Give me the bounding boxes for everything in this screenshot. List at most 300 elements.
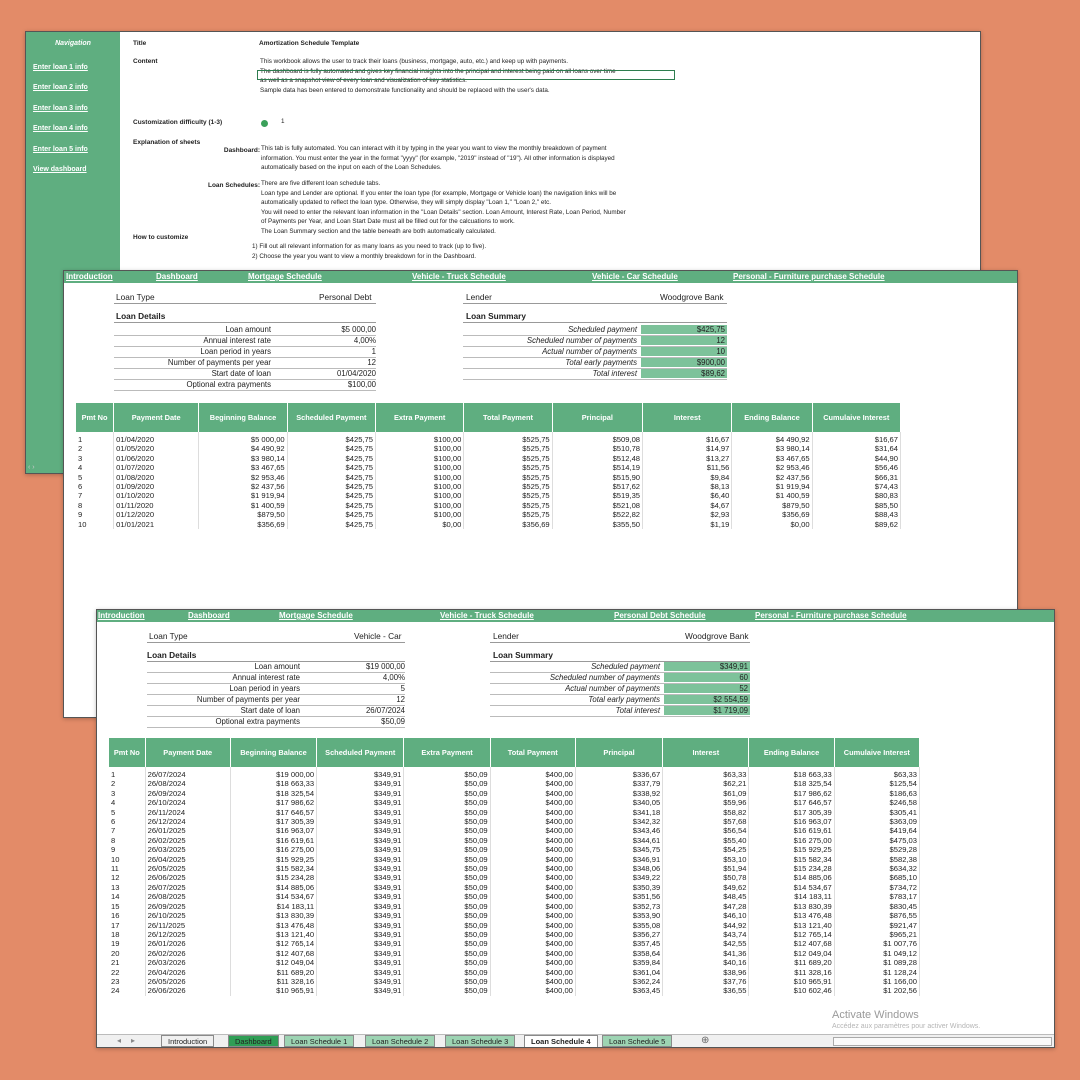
field-value[interactable]: 12 xyxy=(396,695,405,704)
table-cell[interactable]: $37,76 xyxy=(663,977,749,986)
table-cell[interactable]: $345,75 xyxy=(575,845,662,854)
table-cell[interactable]: 01/01/2021 xyxy=(114,520,199,529)
table-cell[interactable]: $1 919,94 xyxy=(199,491,287,500)
table-cell[interactable]: $400,00 xyxy=(490,855,575,864)
table-cell[interactable]: $400,00 xyxy=(490,949,575,958)
table-cell[interactable]: $1 400,59 xyxy=(732,491,812,500)
table-cell[interactable]: $13 121,40 xyxy=(230,930,316,939)
table-cell[interactable]: $13,27 xyxy=(643,454,732,463)
table-cell[interactable]: 26/05/2025 xyxy=(145,864,230,873)
table-cell[interactable]: $50,09 xyxy=(404,902,490,911)
table-cell[interactable]: $1 007,76 xyxy=(834,939,919,948)
table-cell[interactable]: $50,09 xyxy=(404,977,490,986)
table-cell[interactable]: $5 000,00 xyxy=(199,432,287,444)
table-cell[interactable]: $50,09 xyxy=(404,958,490,967)
table-cell[interactable]: 26/07/2024 xyxy=(145,767,230,779)
scroll-arrows-icon[interactable]: ‹ › xyxy=(28,464,35,471)
table-cell[interactable]: $400,00 xyxy=(490,808,575,817)
table-cell[interactable]: $351,56 xyxy=(575,892,662,901)
table-cell[interactable]: $879,50 xyxy=(732,501,812,510)
table-cell[interactable]: $16 619,61 xyxy=(230,836,316,845)
sheet-tab-introduction[interactable]: Introduction xyxy=(161,1035,214,1047)
table-cell[interactable]: 26/06/2026 xyxy=(145,986,230,995)
table-cell[interactable]: $38,96 xyxy=(663,968,749,977)
table-cell[interactable]: $57,68 xyxy=(663,817,749,826)
table-cell[interactable]: $11 689,20 xyxy=(230,968,316,977)
table-cell[interactable]: $2 437,56 xyxy=(199,482,287,491)
table-cell[interactable]: $400,00 xyxy=(490,921,575,930)
table-cell[interactable]: 26/06/2025 xyxy=(145,873,230,882)
table-cell[interactable]: $15 929,25 xyxy=(230,855,316,864)
table-cell[interactable]: 26/09/2025 xyxy=(145,902,230,911)
table-cell[interactable]: $17 646,57 xyxy=(749,798,834,807)
table-cell[interactable]: $3 467,65 xyxy=(199,463,287,472)
table-cell[interactable]: $349,91 xyxy=(317,779,404,788)
table-cell[interactable]: $50,09 xyxy=(404,939,490,948)
table-cell[interactable]: $361,04 xyxy=(575,968,662,977)
table-cell[interactable]: $400,00 xyxy=(490,817,575,826)
table-cell[interactable]: $63,33 xyxy=(663,767,749,779)
table-cell[interactable]: $0,00 xyxy=(376,520,464,529)
table-cell[interactable]: $56,54 xyxy=(663,826,749,835)
table-cell[interactable]: $10 602,46 xyxy=(749,986,834,995)
table-cell[interactable]: $525,75 xyxy=(464,454,552,463)
table-cell[interactable]: $336,67 xyxy=(575,767,662,779)
table-cell[interactable]: $356,69 xyxy=(732,510,812,519)
table-cell[interactable]: $340,05 xyxy=(575,798,662,807)
nav-link-personal-debt[interactable]: Personal Debt Schedule xyxy=(614,611,706,620)
table-cell[interactable]: 26/02/2025 xyxy=(145,836,230,845)
table-cell[interactable]: $13 830,39 xyxy=(749,902,834,911)
table-cell[interactable]: 01/12/2020 xyxy=(114,510,199,519)
table-cell[interactable]: $100,00 xyxy=(376,463,464,472)
table-cell[interactable]: $349,91 xyxy=(317,939,404,948)
field-value[interactable]: 5 xyxy=(400,684,405,693)
table-cell[interactable]: 26/12/2024 xyxy=(145,817,230,826)
table-cell[interactable]: $15 929,25 xyxy=(749,845,834,854)
table-cell[interactable]: $50,09 xyxy=(404,883,490,892)
table-cell[interactable]: 6 xyxy=(109,817,145,826)
table-cell[interactable]: $305,41 xyxy=(834,808,919,817)
table-cell[interactable]: $11 689,20 xyxy=(749,958,834,967)
table-cell[interactable]: 14 xyxy=(109,892,145,901)
table-cell[interactable]: $2 953,46 xyxy=(199,473,287,482)
table-cell[interactable]: 01/08/2020 xyxy=(114,473,199,482)
table-cell[interactable]: $400,00 xyxy=(490,798,575,807)
table-cell[interactable]: 26/08/2024 xyxy=(145,779,230,788)
table-cell[interactable]: $1 166,00 xyxy=(834,977,919,986)
table-cell[interactable]: $85,50 xyxy=(812,501,900,510)
table-cell[interactable]: $685,10 xyxy=(834,873,919,882)
nav-link-introduction[interactable]: Introduction xyxy=(98,611,145,620)
table-cell[interactable]: 26/09/2024 xyxy=(145,789,230,798)
table-cell[interactable]: $50,09 xyxy=(404,855,490,864)
table-cell[interactable]: 20 xyxy=(109,949,145,958)
table-cell[interactable]: 26/01/2026 xyxy=(145,939,230,948)
table-cell[interactable]: $362,24 xyxy=(575,977,662,986)
table-cell[interactable]: $50,09 xyxy=(404,930,490,939)
table-cell[interactable]: $400,00 xyxy=(490,911,575,920)
table-cell[interactable]: 13 xyxy=(109,883,145,892)
sheet-tab-dashboard[interactable]: Dashboard xyxy=(228,1035,279,1047)
table-cell[interactable]: $400,00 xyxy=(490,767,575,779)
table-cell[interactable]: $830,45 xyxy=(834,902,919,911)
table-cell[interactable]: $337,79 xyxy=(575,779,662,788)
table-cell[interactable]: $349,91 xyxy=(317,892,404,901)
table-cell[interactable]: $425,75 xyxy=(287,520,375,529)
table-cell[interactable]: $349,91 xyxy=(317,883,404,892)
nav-link-3[interactable]: Enter loan 3 info xyxy=(33,104,88,112)
table-cell[interactable]: $16,67 xyxy=(812,432,900,444)
table-cell[interactable]: 01/05/2020 xyxy=(114,444,199,453)
table-cell[interactable]: $54,25 xyxy=(663,845,749,854)
nav-link-dashboard[interactable]: Dashboard xyxy=(156,272,198,281)
nav-link-furniture[interactable]: Personal - Furniture purchase Schedule xyxy=(755,611,907,620)
table-cell[interactable]: $517,62 xyxy=(552,482,642,491)
table-cell[interactable]: $475,03 xyxy=(834,836,919,845)
selected-cell-outline[interactable] xyxy=(257,70,675,80)
table-cell[interactable]: $921,47 xyxy=(834,921,919,930)
table-cell[interactable]: $3 980,14 xyxy=(732,444,812,453)
table-cell[interactable]: $58,82 xyxy=(663,808,749,817)
table-cell[interactable]: 4 xyxy=(109,798,145,807)
table-cell[interactable]: $349,91 xyxy=(317,767,404,779)
table-cell[interactable]: $12 407,68 xyxy=(230,949,316,958)
field-value[interactable]: 1 xyxy=(371,347,376,356)
table-cell[interactable]: $4 490,92 xyxy=(199,444,287,453)
table-cell[interactable]: $349,91 xyxy=(317,845,404,854)
table-cell[interactable]: $349,22 xyxy=(575,873,662,882)
table-cell[interactable]: $17 986,62 xyxy=(749,789,834,798)
table-cell[interactable]: $50,09 xyxy=(404,968,490,977)
table-cell[interactable]: $352,73 xyxy=(575,902,662,911)
table-cell[interactable]: $419,64 xyxy=(834,826,919,835)
table-cell[interactable]: $512,48 xyxy=(552,454,642,463)
nav-link-furniture[interactable]: Personal - Furniture purchase Schedule xyxy=(733,272,885,281)
table-cell[interactable]: $425,75 xyxy=(287,444,375,453)
table-cell[interactable]: $400,00 xyxy=(490,883,575,892)
table-cell[interactable]: $40,16 xyxy=(663,958,749,967)
table-cell[interactable]: $510,78 xyxy=(552,444,642,453)
table-cell[interactable]: $42,55 xyxy=(663,939,749,948)
table-cell[interactable]: 01/04/2020 xyxy=(114,432,199,444)
table-cell[interactable]: $100,00 xyxy=(376,501,464,510)
table-cell[interactable]: $349,91 xyxy=(317,798,404,807)
sheet-tab-loan-schedule-3[interactable]: Loan Schedule 3 xyxy=(445,1035,515,1047)
table-cell[interactable]: 01/07/2020 xyxy=(114,463,199,472)
table-cell[interactable]: $50,09 xyxy=(404,767,490,779)
table-cell[interactable]: $363,09 xyxy=(834,817,919,826)
nav-link-vehicle-truck[interactable]: Vehicle - Truck Schedule xyxy=(412,272,506,281)
table-cell[interactable]: $53,10 xyxy=(663,855,749,864)
table-cell[interactable]: $17 646,57 xyxy=(230,808,316,817)
nav-link-4[interactable]: Enter loan 4 info xyxy=(33,125,88,133)
plus-circle-icon[interactable]: ⊕ xyxy=(701,1035,710,1046)
table-cell[interactable]: $349,91 xyxy=(317,902,404,911)
table-cell[interactable]: $12 765,14 xyxy=(749,930,834,939)
table-cell[interactable]: $349,91 xyxy=(317,986,404,995)
table-cell[interactable]: $17 305,39 xyxy=(749,808,834,817)
sheet-tab-loan-schedule-4[interactable]: Loan Schedule 4 xyxy=(524,1035,598,1047)
table-cell[interactable]: $400,00 xyxy=(490,826,575,835)
table-cell[interactable]: $363,45 xyxy=(575,986,662,995)
table-cell[interactable]: $1 202,56 xyxy=(834,986,919,995)
table-cell[interactable]: $13 121,40 xyxy=(749,921,834,930)
table-cell[interactable]: $353,90 xyxy=(575,911,662,920)
table-cell[interactable]: $519,35 xyxy=(552,491,642,500)
sheet-tab-loan-schedule-2[interactable]: Loan Schedule 2 xyxy=(365,1035,435,1047)
table-cell[interactable]: $50,78 xyxy=(663,873,749,882)
tab-scroll-left-icon[interactable]: ◂ xyxy=(117,1036,122,1045)
table-cell[interactable]: $3 467,65 xyxy=(732,454,812,463)
table-cell[interactable]: $11 328,16 xyxy=(749,968,834,977)
table-cell[interactable]: $356,27 xyxy=(575,930,662,939)
table-cell[interactable]: $355,50 xyxy=(552,520,642,529)
table-cell[interactable]: $246,58 xyxy=(834,798,919,807)
table-cell[interactable]: $43,74 xyxy=(663,930,749,939)
table-cell[interactable]: $15 234,28 xyxy=(749,864,834,873)
table-cell[interactable]: $100,00 xyxy=(376,444,464,453)
table-cell[interactable]: $10 965,91 xyxy=(230,986,316,995)
table-cell[interactable]: 1 xyxy=(76,432,114,444)
table-cell[interactable]: $8,13 xyxy=(643,482,732,491)
sheet-tab-loan-schedule-5[interactable]: Loan Schedule 5 xyxy=(602,1035,672,1047)
table-cell[interactable]: 9 xyxy=(109,845,145,854)
table-cell[interactable]: $16 619,61 xyxy=(749,826,834,835)
table-cell[interactable]: $12 049,04 xyxy=(749,949,834,958)
table-cell[interactable]: $6,40 xyxy=(643,491,732,500)
table-cell[interactable]: $17 305,39 xyxy=(230,817,316,826)
table-cell[interactable]: $1 128,24 xyxy=(834,968,919,977)
table-cell[interactable]: 12 xyxy=(109,873,145,882)
table-cell[interactable]: $2,93 xyxy=(643,510,732,519)
table-cell[interactable]: $0,00 xyxy=(732,520,812,529)
table-cell[interactable]: $50,09 xyxy=(404,986,490,995)
table-cell[interactable]: $89,62 xyxy=(812,520,900,529)
table-cell[interactable]: $18 325,54 xyxy=(749,779,834,788)
table-cell[interactable]: $514,19 xyxy=(552,463,642,472)
sheet-tab-loan-schedule-1[interactable]: Loan Schedule 1 xyxy=(284,1035,354,1047)
table-cell[interactable]: $14,97 xyxy=(643,444,732,453)
table-cell[interactable]: $15 582,34 xyxy=(230,864,316,873)
table-cell[interactable]: 26/05/2026 xyxy=(145,977,230,986)
table-cell[interactable]: $50,09 xyxy=(404,892,490,901)
table-cell[interactable]: $50,09 xyxy=(404,836,490,845)
table-cell[interactable]: 8 xyxy=(109,836,145,845)
table-cell[interactable]: $350,39 xyxy=(575,883,662,892)
table-cell[interactable]: $18 663,33 xyxy=(749,767,834,779)
table-cell[interactable]: $186,63 xyxy=(834,789,919,798)
lender-value[interactable]: Woodgrove Bank xyxy=(685,631,749,641)
table-cell[interactable]: $51,94 xyxy=(663,864,749,873)
table-cell[interactable]: 9 xyxy=(76,510,114,519)
table-cell[interactable]: $36,55 xyxy=(663,986,749,995)
table-cell[interactable]: $400,00 xyxy=(490,892,575,901)
nav-link-2[interactable]: Enter loan 2 info xyxy=(33,84,88,92)
table-cell[interactable]: $2 437,56 xyxy=(732,473,812,482)
table-cell[interactable]: $349,91 xyxy=(317,808,404,817)
table-cell[interactable]: 5 xyxy=(109,808,145,817)
field-value[interactable]: 4,00% xyxy=(353,336,376,345)
table-cell[interactable]: $342,32 xyxy=(575,817,662,826)
table-cell[interactable]: $359,84 xyxy=(575,958,662,967)
table-cell[interactable]: $515,90 xyxy=(552,473,642,482)
table-cell[interactable]: $634,32 xyxy=(834,864,919,873)
table-cell[interactable]: $41,36 xyxy=(663,949,749,958)
table-cell[interactable]: $100,00 xyxy=(376,473,464,482)
table-cell[interactable]: $14 183,11 xyxy=(749,892,834,901)
field-value[interactable]: 4,00% xyxy=(382,673,405,682)
table-cell[interactable]: 26/07/2025 xyxy=(145,883,230,892)
table-cell[interactable]: $100,00 xyxy=(376,510,464,519)
table-cell[interactable]: $344,61 xyxy=(575,836,662,845)
table-cell[interactable]: $12 765,14 xyxy=(230,939,316,948)
table-cell[interactable]: 17 xyxy=(109,921,145,930)
table-cell[interactable]: $400,00 xyxy=(490,902,575,911)
table-cell[interactable]: $349,91 xyxy=(317,958,404,967)
table-cell[interactable]: 26/10/2025 xyxy=(145,911,230,920)
table-cell[interactable]: 01/06/2020 xyxy=(114,454,199,463)
table-cell[interactable]: $50,09 xyxy=(404,789,490,798)
table-cell[interactable]: $11 328,16 xyxy=(230,977,316,986)
table-cell[interactable]: 3 xyxy=(109,789,145,798)
table-cell[interactable]: $1 089,28 xyxy=(834,958,919,967)
table-cell[interactable]: $50,09 xyxy=(404,864,490,873)
lender-value[interactable]: Woodgrove Bank xyxy=(660,292,724,302)
table-cell[interactable]: $15 582,34 xyxy=(749,855,834,864)
table-cell[interactable]: $400,00 xyxy=(490,845,575,854)
table-cell[interactable]: $16 275,00 xyxy=(230,845,316,854)
table-cell[interactable]: 1 xyxy=(109,767,145,779)
horizontal-scrollbar[interactable] xyxy=(833,1037,1052,1046)
table-cell[interactable]: $425,75 xyxy=(287,473,375,482)
table-cell[interactable]: 5 xyxy=(76,473,114,482)
table-cell[interactable]: $31,64 xyxy=(812,444,900,453)
nav-link-5[interactable]: Enter loan 5 info xyxy=(33,145,88,153)
table-cell[interactable]: $348,06 xyxy=(575,864,662,873)
table-cell[interactable]: $341,18 xyxy=(575,808,662,817)
table-cell[interactable]: $349,91 xyxy=(317,949,404,958)
table-cell[interactable]: $349,91 xyxy=(317,977,404,986)
table-cell[interactable]: 10 xyxy=(109,855,145,864)
table-cell[interactable]: $15 234,28 xyxy=(230,873,316,882)
table-cell[interactable]: 26/02/2026 xyxy=(145,949,230,958)
table-cell[interactable]: $9,84 xyxy=(643,473,732,482)
table-cell[interactable]: 24 xyxy=(109,986,145,995)
table-cell[interactable]: $425,75 xyxy=(287,463,375,472)
table-cell[interactable]: 23 xyxy=(109,977,145,986)
field-value[interactable]: 01/04/2020 xyxy=(336,369,376,378)
table-cell[interactable]: $44,90 xyxy=(812,454,900,463)
table-cell[interactable]: 2 xyxy=(109,779,145,788)
table-cell[interactable]: 6 xyxy=(76,482,114,491)
table-cell[interactable]: $349,91 xyxy=(317,817,404,826)
table-cell[interactable]: $400,00 xyxy=(490,789,575,798)
table-cell[interactable]: $50,09 xyxy=(404,798,490,807)
table-cell[interactable]: $47,28 xyxy=(663,902,749,911)
table-cell[interactable]: $14 885,06 xyxy=(230,883,316,892)
table-cell[interactable]: $12 407,68 xyxy=(749,939,834,948)
table-cell[interactable]: $879,50 xyxy=(199,510,287,519)
table-cell[interactable]: $400,00 xyxy=(490,958,575,967)
loan-type-value[interactable]: Personal Debt xyxy=(319,292,372,302)
table-cell[interactable]: $346,91 xyxy=(575,855,662,864)
table-cell[interactable]: $63,33 xyxy=(834,767,919,779)
table-cell[interactable]: $425,75 xyxy=(287,491,375,500)
table-cell[interactable]: $50,09 xyxy=(404,911,490,920)
table-cell[interactable]: $14 534,67 xyxy=(230,892,316,901)
table-cell[interactable]: $525,75 xyxy=(464,432,552,444)
table-cell[interactable]: $529,28 xyxy=(834,845,919,854)
table-cell[interactable]: $49,62 xyxy=(663,883,749,892)
table-cell[interactable]: $349,91 xyxy=(317,836,404,845)
table-cell[interactable]: $425,75 xyxy=(287,454,375,463)
table-cell[interactable]: $525,75 xyxy=(464,463,552,472)
table-cell[interactable]: $17 986,62 xyxy=(230,798,316,807)
table-cell[interactable]: $18 325,54 xyxy=(230,789,316,798)
table-cell[interactable]: 7 xyxy=(76,491,114,500)
table-cell[interactable]: $734,72 xyxy=(834,883,919,892)
table-cell[interactable]: $356,69 xyxy=(464,520,552,529)
table-cell[interactable]: $400,00 xyxy=(490,779,575,788)
table-cell[interactable]: $400,00 xyxy=(490,836,575,845)
table-cell[interactable]: $13 476,48 xyxy=(230,921,316,930)
table-cell[interactable]: 26/10/2024 xyxy=(145,798,230,807)
table-cell[interactable]: $965,21 xyxy=(834,930,919,939)
field-value[interactable]: 12 xyxy=(367,358,376,367)
table-cell[interactable]: $80,83 xyxy=(812,491,900,500)
table-cell[interactable]: $125,54 xyxy=(834,779,919,788)
table-cell[interactable]: 7 xyxy=(109,826,145,835)
table-cell[interactable]: $3 980,14 xyxy=(199,454,287,463)
table-cell[interactable]: 10 xyxy=(76,520,114,529)
table-cell[interactable]: 26/12/2025 xyxy=(145,930,230,939)
table-cell[interactable]: 01/11/2020 xyxy=(114,501,199,510)
table-cell[interactable]: $521,08 xyxy=(552,501,642,510)
table-cell[interactable]: $1,19 xyxy=(643,520,732,529)
nav-link-vehicle-car[interactable]: Vehicle - Car Schedule xyxy=(592,272,678,281)
table-cell[interactable]: $18 663,33 xyxy=(230,779,316,788)
table-cell[interactable]: $1 049,12 xyxy=(834,949,919,958)
table-cell[interactable]: $61,09 xyxy=(663,789,749,798)
table-cell[interactable]: 8 xyxy=(76,501,114,510)
table-cell[interactable]: $525,75 xyxy=(464,473,552,482)
table-cell[interactable]: $55,40 xyxy=(663,836,749,845)
table-cell[interactable]: $349,91 xyxy=(317,968,404,977)
table-cell[interactable]: $425,75 xyxy=(287,482,375,491)
nav-link-mortgage[interactable]: Mortgage Schedule xyxy=(279,611,353,620)
table-cell[interactable]: 19 xyxy=(109,939,145,948)
table-cell[interactable]: 26/01/2025 xyxy=(145,826,230,835)
table-cell[interactable]: $4 490,92 xyxy=(732,432,812,444)
table-cell[interactable]: $16 275,00 xyxy=(749,836,834,845)
field-value[interactable]: $100,00 xyxy=(347,380,376,389)
table-cell[interactable]: $349,91 xyxy=(317,789,404,798)
table-cell[interactable]: $356,69 xyxy=(199,520,287,529)
table-cell[interactable]: $357,45 xyxy=(575,939,662,948)
table-cell[interactable]: 26/04/2025 xyxy=(145,855,230,864)
table-cell[interactable]: $525,75 xyxy=(464,482,552,491)
nav-link-mortgage[interactable]: Mortgage Schedule xyxy=(248,272,322,281)
table-cell[interactable]: $525,75 xyxy=(464,501,552,510)
table-cell[interactable]: $522,82 xyxy=(552,510,642,519)
table-cell[interactable]: $10 965,91 xyxy=(749,977,834,986)
table-cell[interactable]: $48,45 xyxy=(663,892,749,901)
table-cell[interactable]: $783,17 xyxy=(834,892,919,901)
table-cell[interactable]: $355,08 xyxy=(575,921,662,930)
table-cell[interactable]: 26/03/2025 xyxy=(145,845,230,854)
table-cell[interactable]: 2 xyxy=(76,444,114,453)
